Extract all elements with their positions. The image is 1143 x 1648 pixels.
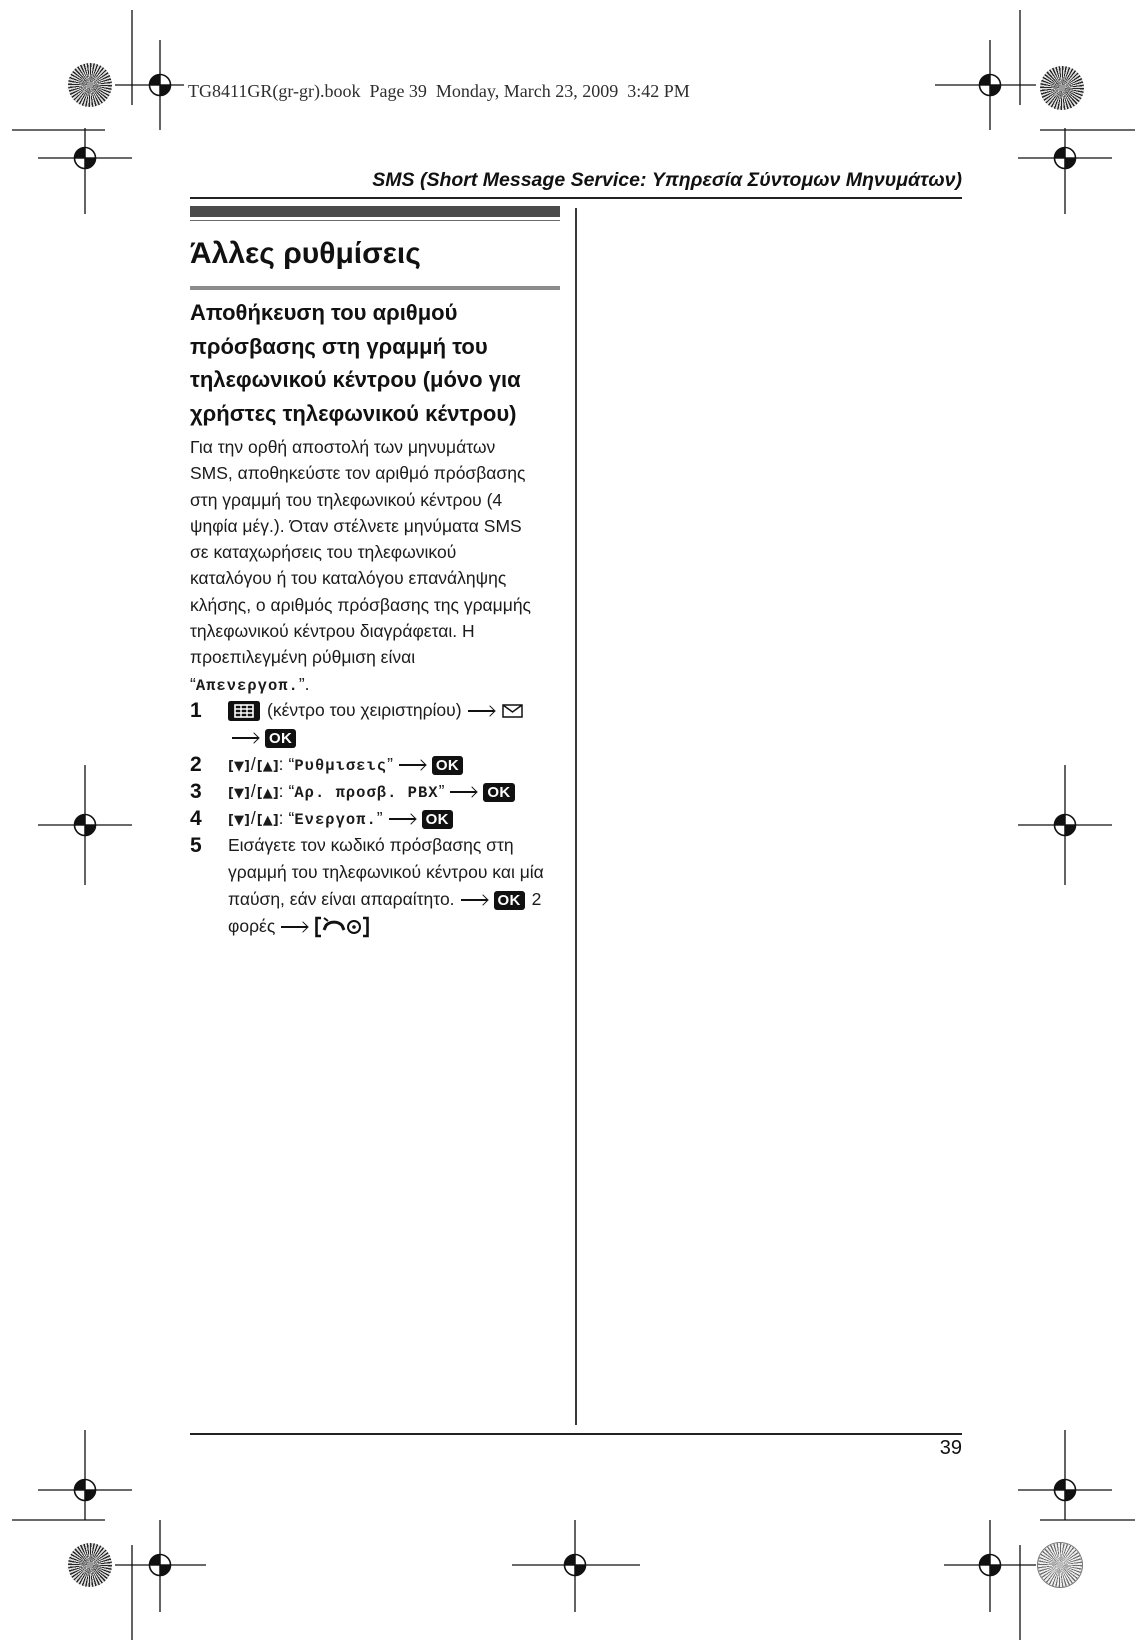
ok-key-icon: OK — [422, 810, 453, 829]
ok-key-icon: OK — [265, 729, 296, 748]
step-5-continued — [190, 859, 575, 886]
close-quote: ” — [438, 781, 445, 801]
step-text: παύση, εάν είναι απαραίτητο. — [228, 889, 455, 909]
step-4 — [190, 805, 575, 832]
display-text: Αρ. προσβ. PBX — [294, 784, 439, 802]
registration-mark-icon — [944, 1520, 1036, 1612]
close-quote: ” — [387, 754, 393, 774]
default-setting-line — [190, 671, 531, 699]
up-key: [▲] — [256, 813, 279, 828]
key-separator: / — [250, 754, 256, 774]
ok-key-icon: OK — [432, 756, 463, 775]
body-line: ψηφία μέγ.). Όταν στέλνετε μηνύματα SMS — [190, 515, 522, 536]
envelope-icon — [501, 702, 525, 720]
down-key: [▼] — [228, 786, 250, 801]
key-colon: : — [278, 781, 284, 801]
section-header: SMS (Short Message Service: Υπηρεσία Σύντομων Μηνυμάτων) — [372, 169, 962, 191]
arrow-right-icon — [399, 758, 426, 772]
starburst-target-icon — [68, 1543, 112, 1587]
arrow-right-icon — [461, 893, 488, 907]
up-key: [▲] — [256, 786, 279, 801]
arrow-right-icon — [389, 812, 416, 826]
registration-mark-icon — [512, 1520, 640, 1612]
key-separator: / — [250, 808, 256, 828]
step-number: 2 — [190, 753, 202, 776]
body-line: προεπιλεγμένη ρύθμιση είναι — [190, 647, 416, 668]
print-slug: TG8411GR(gr-gr).book Page 39 Monday, March 23, 2009 3:42 PM — [188, 81, 690, 101]
press-count: 2 — [531, 889, 542, 909]
registration-mark-icon — [935, 40, 1036, 130]
step-text: γραμμή του τηλεφωνικού κέντρου και μία — [228, 862, 544, 882]
display-text: Ρυθμισεις — [294, 757, 388, 775]
body-paragraph — [190, 434, 531, 699]
body-line: σε καταχωρήσεις του τηλεφωνικού — [190, 542, 457, 563]
close-quote: ” — [376, 808, 383, 828]
registration-mark-icon — [38, 1430, 132, 1520]
body-line: στη γραμμή του τηλεφωνικού κέντρου (4 — [190, 489, 503, 510]
step-number: 1 — [190, 699, 202, 722]
title-bar-line — [190, 220, 560, 221]
open-quote: “ — [288, 808, 295, 828]
key-colon: : — [278, 754, 284, 774]
step-number: 3 — [190, 780, 202, 803]
default-setting-value: Απενεργοπ. — [195, 676, 299, 695]
subheading-line: χρήστες τηλεφωνικού κέντρου) — [190, 400, 517, 426]
step-1-continued — [190, 724, 575, 751]
off-key-icon — [314, 916, 370, 938]
arrow-right-icon — [232, 731, 259, 745]
body-line: καταλόγου ή του καταλόγου επανάληψης — [190, 568, 507, 589]
ok-key-icon: OK — [483, 783, 514, 802]
step-5-continued — [190, 913, 575, 940]
up-key: [▲] — [256, 759, 279, 774]
title-bar — [190, 206, 560, 217]
close-quote: ” — [298, 673, 305, 694]
ok-key-icon: OK — [494, 891, 525, 910]
title-rule — [190, 286, 560, 290]
subheading — [190, 296, 521, 430]
starburst-target-icon — [1038, 1543, 1082, 1587]
page-title: Άλλες ρυθμίσεις — [190, 237, 421, 270]
starburst-target-icon — [68, 63, 112, 107]
subheading-line: πρόσβασης στη γραμμή του — [190, 333, 488, 359]
step-text: Εισάγετε τον κωδικό πρόσβασης στη — [228, 835, 514, 855]
body-line: τηλεφωνικού κέντρου διαγράφεται. Η — [190, 621, 475, 642]
step-1 — [190, 697, 575, 724]
body-line: κλήσης, ο αριθμός πρόσβασης της γραμμής — [190, 594, 531, 615]
sentence-period: . — [304, 673, 310, 694]
registration-mark-icon — [1018, 1430, 1112, 1520]
header-rule — [190, 197, 962, 199]
step-5-continued — [190, 886, 575, 913]
arrow-right-icon — [468, 704, 495, 718]
step-5 — [190, 832, 575, 859]
menu-grid-key-icon — [228, 701, 260, 721]
display-text: Ενεργοπ. — [294, 811, 377, 829]
body-line: SMS, αποθηκεύστε τον αριθμό πρόσβασης — [190, 463, 526, 484]
subheading-line: τηλεφωνικού κέντρου (μόνο για — [190, 367, 521, 392]
registration-mark-icon — [115, 1520, 206, 1612]
key-colon: : — [278, 808, 284, 828]
step-text: (κέντρο του χειριστηρίου) — [267, 700, 462, 720]
step-3 — [190, 778, 575, 805]
down-key: [▼] — [228, 813, 250, 828]
arrow-right-icon — [450, 785, 477, 799]
footer-rule — [190, 1433, 962, 1435]
page-number: 39 — [939, 1437, 962, 1459]
step-number: 5 — [190, 834, 202, 857]
down-key: [▼] — [228, 759, 250, 774]
step-list — [190, 697, 575, 940]
step-number: 4 — [190, 807, 202, 830]
registration-mark-icon — [38, 765, 132, 885]
open-quote: “ — [288, 754, 295, 774]
press-count-word: φορές — [228, 916, 276, 936]
open-quote: “ — [190, 673, 196, 694]
body-line: Για την ορθή αποστολή των μηνυμάτων — [190, 437, 496, 457]
open-quote: “ — [288, 781, 295, 801]
subheading-line: Αποθήκευση του αριθμού — [190, 300, 458, 325]
registration-mark-icon — [1018, 765, 1112, 885]
arrow-right-icon — [281, 920, 308, 934]
registration-mark-icon — [38, 128, 132, 214]
registration-mark-icon — [1018, 128, 1112, 214]
key-separator: / — [250, 781, 256, 801]
column-separator — [575, 208, 577, 1425]
step-2 — [190, 751, 575, 778]
starburst-target-icon — [1040, 66, 1084, 110]
registration-mark-icon — [115, 40, 184, 130]
